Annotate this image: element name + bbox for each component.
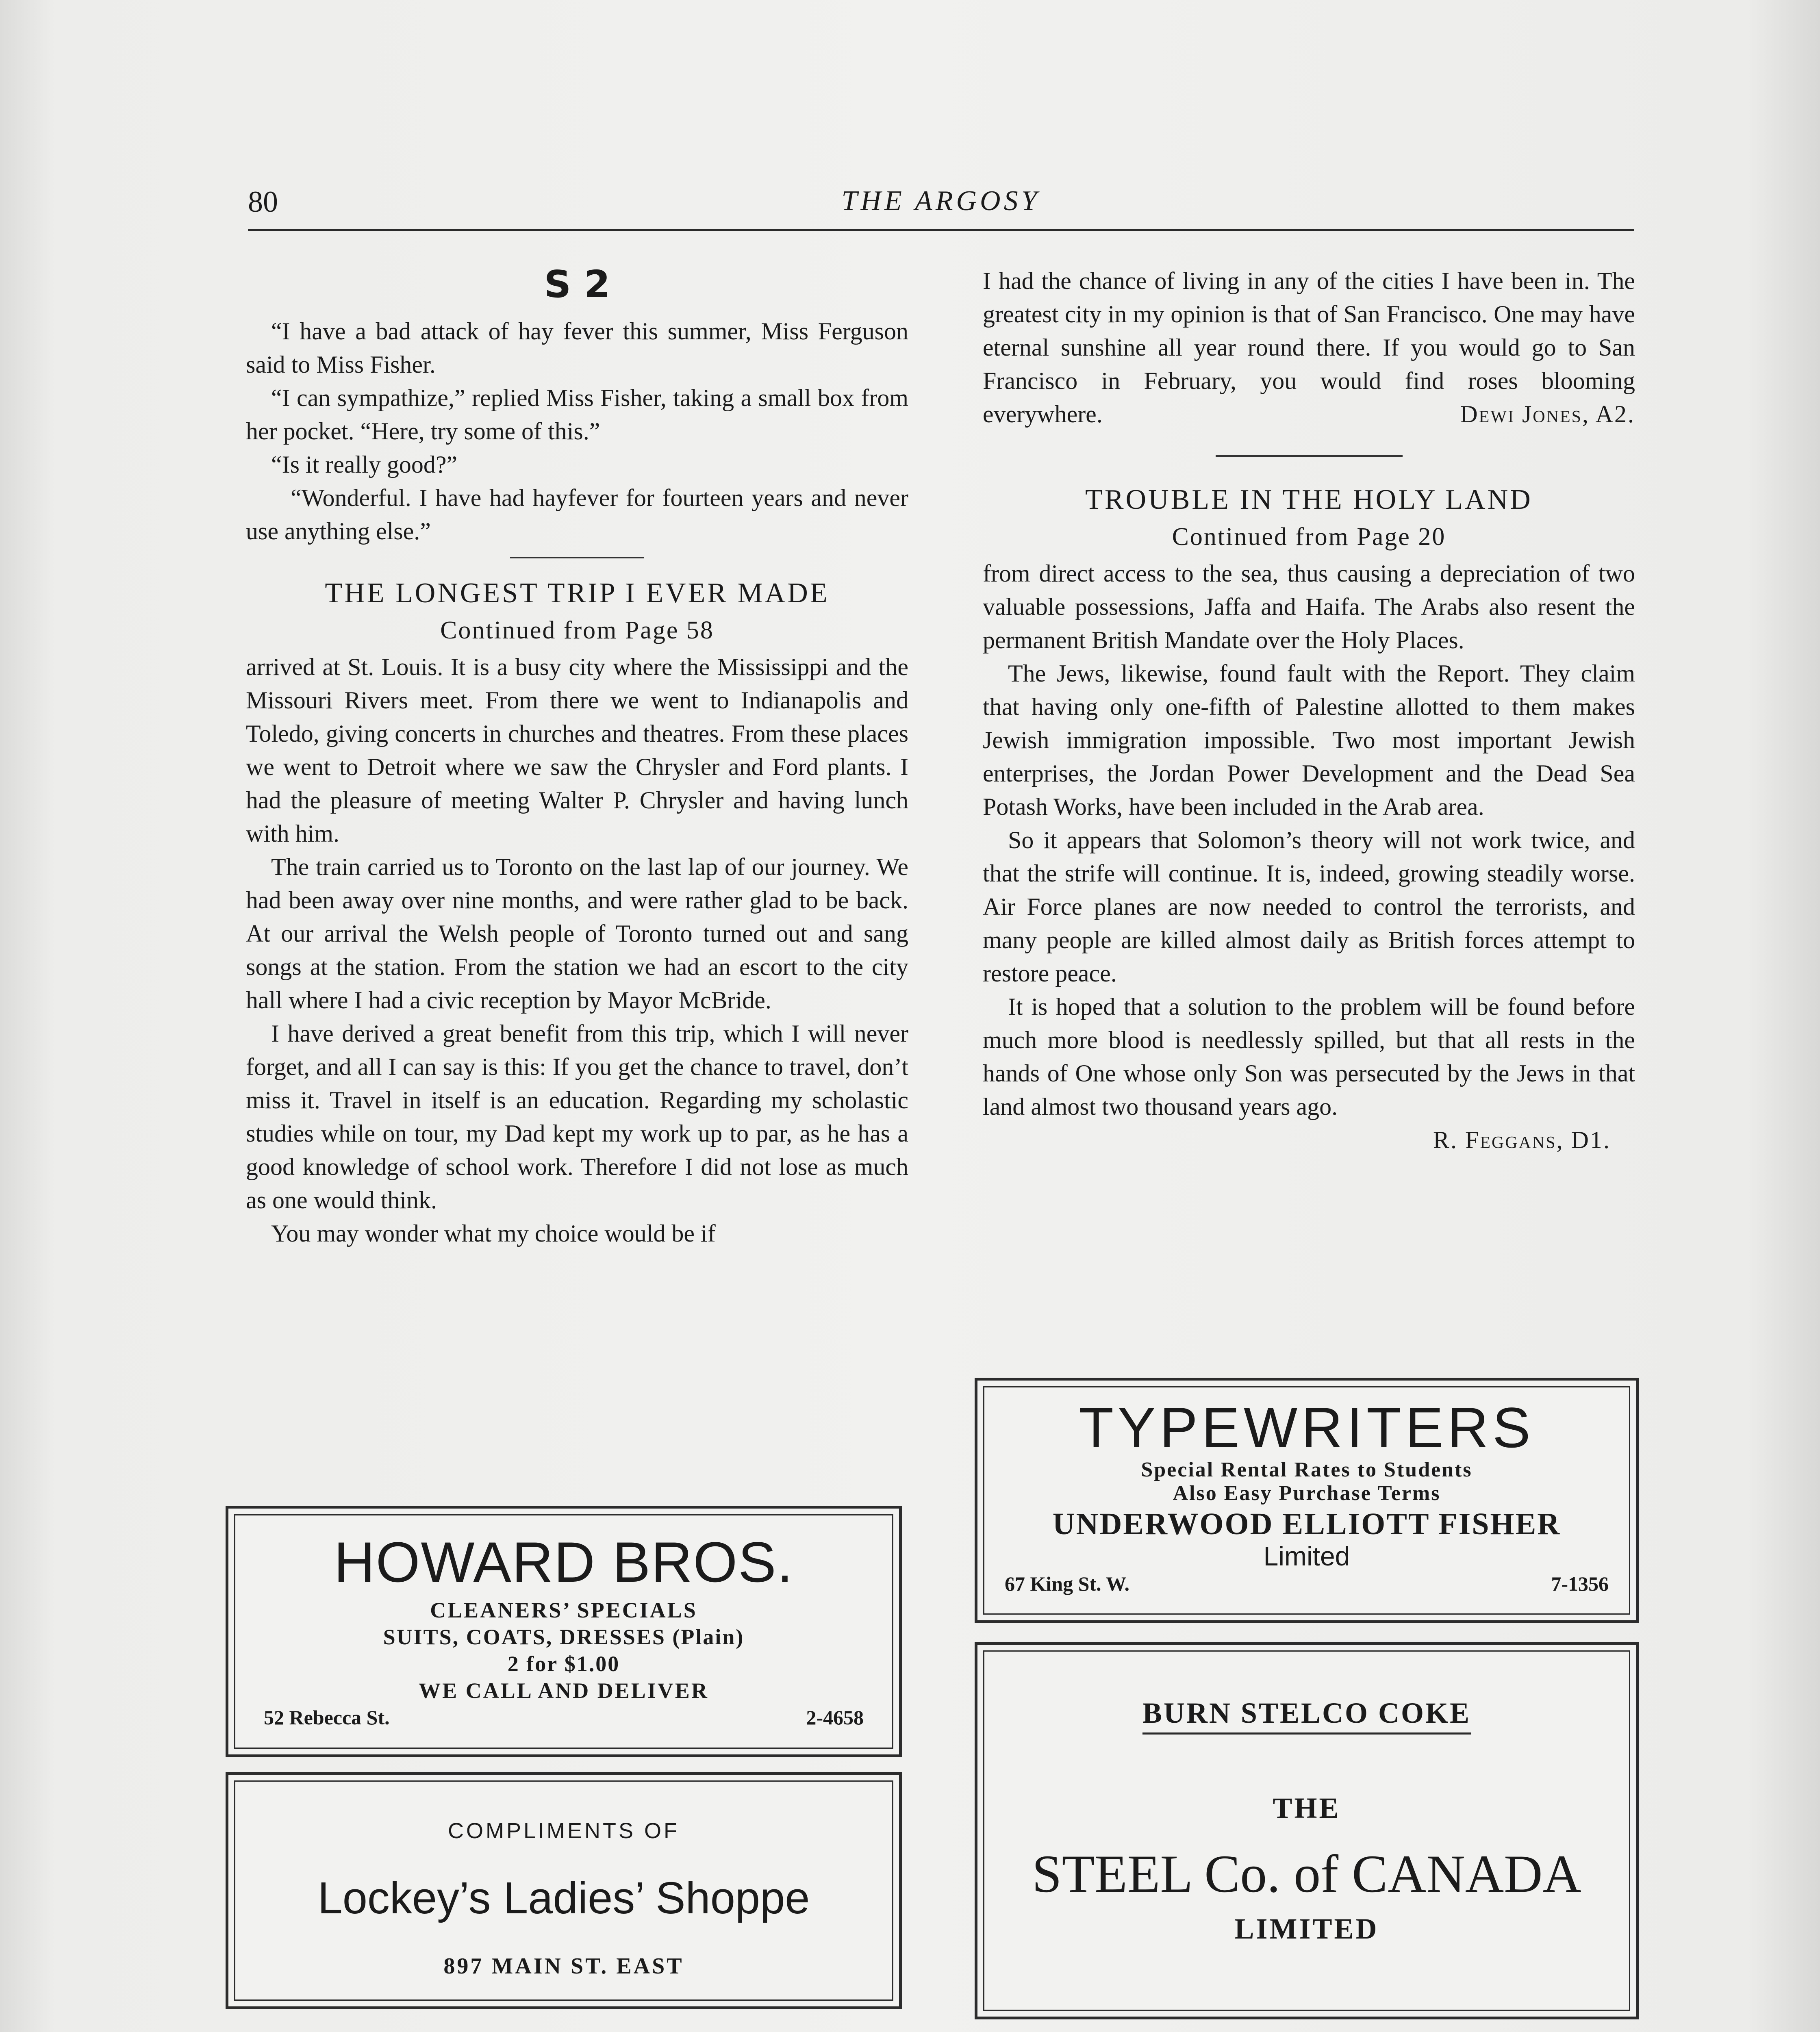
stelco-ad [975,1642,1639,2019]
typewriters-company: UNDERWOOD ELLIOTT FISHER [1052,1507,1561,1541]
longest-trip-paragraph: arrived at St. Louis. It is a busy city where the Mississippi and the Missouri Rivers meet. From there we went to Indianapolis and Toledo, giving concerts in churches and theatres. From these places we went to Detroit where we saw the Chrysler and Ford plants. I had the pleasure of meeting Walter P. Chrysler and having lunch with him. [246,653,908,847]
longest-trip-continued: Continued from Page 58 [440,617,714,644]
howard-bros-ad [226,1506,902,1757]
longest-trip-paragraph: I have derived a great benefit from this trip, which I will never forget, and all I can say is this: If you get the chance to travel, don’t miss it. Travel in itself is an education. Regarding my scholastic studies while on tour, my Dad kept my work up to par, as he has a good knowledge of school work. Therefore I did not lose as much as one would think. [246,1020,908,1214]
howard-bros-phone: 2-4658 [806,1706,864,1729]
howard-bros-footer [235,1704,892,1731]
longest-trip-paragraph: The train carried us to Toronto on the last lap of our journey. We had been away over nine months, and were rather glad to be back. At our arrival the Welsh people of Toronto turned out and sang songs at the station. From the station we had an escort to the city hall where I had a civic reception by Mayor McBride. [246,853,908,1014]
lockey-name: Lockey’s Ladies’ Shoppe [317,1873,810,1923]
longest-trip-continuation [983,264,1635,431]
typewriters-phone: 7-1356 [1551,1572,1609,1595]
lockey-compliments: COMPLIMENTS OF [447,1819,680,1843]
holy-land-continued: Continued from Page 20 [1172,523,1446,551]
section-divider [1216,455,1403,457]
s2-paragraph: “Is it really good?” [271,451,458,478]
ad-inner-frame [983,1650,1630,2011]
howard-bros-name: HOWARD BROS. [334,1530,794,1594]
typewriters-title: TYPEWRITERS [1079,1396,1535,1459]
s2-heading: S 2 [544,263,610,306]
holy-land-title: TROUBLE IN THE HOLY LAND [1085,484,1533,515]
howard-bros-line: 2 for $1.00 [507,1652,620,1676]
holy-land-paragraph: So it appears that Solomon’s theory will not work twice, and that the strife will continue. It is, indeed, growing steadily worse. Air Force planes are now needed to control the terrorists, and many people are killed almost daily as British forces attempt to restore peace. [983,827,1635,987]
lockey-address: 897 MAIN ST. EAST [443,1954,684,1979]
holy-land-paragraph: from direct access to the sea, thus causing a depreciation of two valuable possessions, Jaffa and Haifa. The Arabs also resent the permanent British Mandate over the Holy Places. [983,560,1635,653]
page-number: 80 [248,185,278,219]
stelco-limited: LIMITED [1234,1913,1379,1945]
longest-trip-paragraph: You may wonder what my choice would be if [271,1220,716,1247]
s2-paragraph: “Wonderful. I have had hayfever for fourteen years and never use anything else.” [246,484,908,545]
stelco-the: THE [1273,1792,1341,1824]
continuation-text: I had the chance of living in any of the cities I have been in. The greatest city in my opinion is that of San Francisco. One may have eternal sunshine all year round there. If you would go to San Francisco in February, you would find roses blooming everywhere. [983,267,1635,428]
howard-bros-line: SUITS, COATS, DRESSES (Plain) [383,1625,745,1649]
typewriters-line: Also Easy Purchase Terms [1173,1482,1441,1505]
journal-title: THE ARGOSY [841,185,1040,217]
stelco-name: STEEL Co. of CANADA [1032,1844,1581,1904]
typewriters-limited: Limited [1263,1541,1350,1571]
stelco-burn: BURN STELCO COKE [1142,1696,1471,1735]
howard-bros-line: CLEANERS’ SPECIALS [430,1598,697,1622]
header-rule [248,229,1634,231]
holy-land-paragraph: It is hoped that a solution to the problem will be found before much more blood is needlessly spilled, but that all rests in the hands of One whose only Son was persecuted by the Jews in that land almost two thousand years ago. [983,993,1635,1120]
holy-land-paragraph: The Jews, likewise, found fault with the Report. They claim that having only one-fifth of Palestine allotted to them makes Jewish immigration impossible. Two most important Jewish enterprises, the Jordan Power Development and the Dead Sea Potash Works, have been included in the Arab area. [983,660,1635,820]
section-divider [510,557,644,558]
typewriters-footer [984,1570,1629,1598]
left-column [246,260,908,1250]
typewriters-ad [975,1378,1639,1623]
ad-inner-frame [983,1386,1630,1615]
howard-bros-line: WE CALL AND DELIVER [419,1678,709,1703]
holy-land-signature: R. Feggans, D1. [1433,1127,1611,1153]
typewriters-address: 67 King St. W. [1005,1572,1130,1595]
running-header [248,181,1634,226]
typewriters-line: Special Rental Rates to Students [1141,1458,1473,1481]
longest-trip-title: THE LONGEST TRIP I EVER MADE [325,577,830,609]
ad-inner-frame [234,1514,893,1749]
longest-trip-signature: Dewi Jones, A2. [1460,401,1635,428]
s2-paragraph: “I can sympathize,” replied Miss Fisher, taking a small box from her pocket. “Here, try some of this.” [246,384,908,445]
right-column [983,264,1635,1157]
ad-inner-frame [234,1780,893,2001]
s2-paragraph: “I have a bad attack of hay fever this summer, Miss Ferguson said to Miss Fisher. [246,318,908,378]
howard-bros-address: 52 Rebecca St. [264,1706,390,1729]
lockey-ad [226,1772,902,2009]
